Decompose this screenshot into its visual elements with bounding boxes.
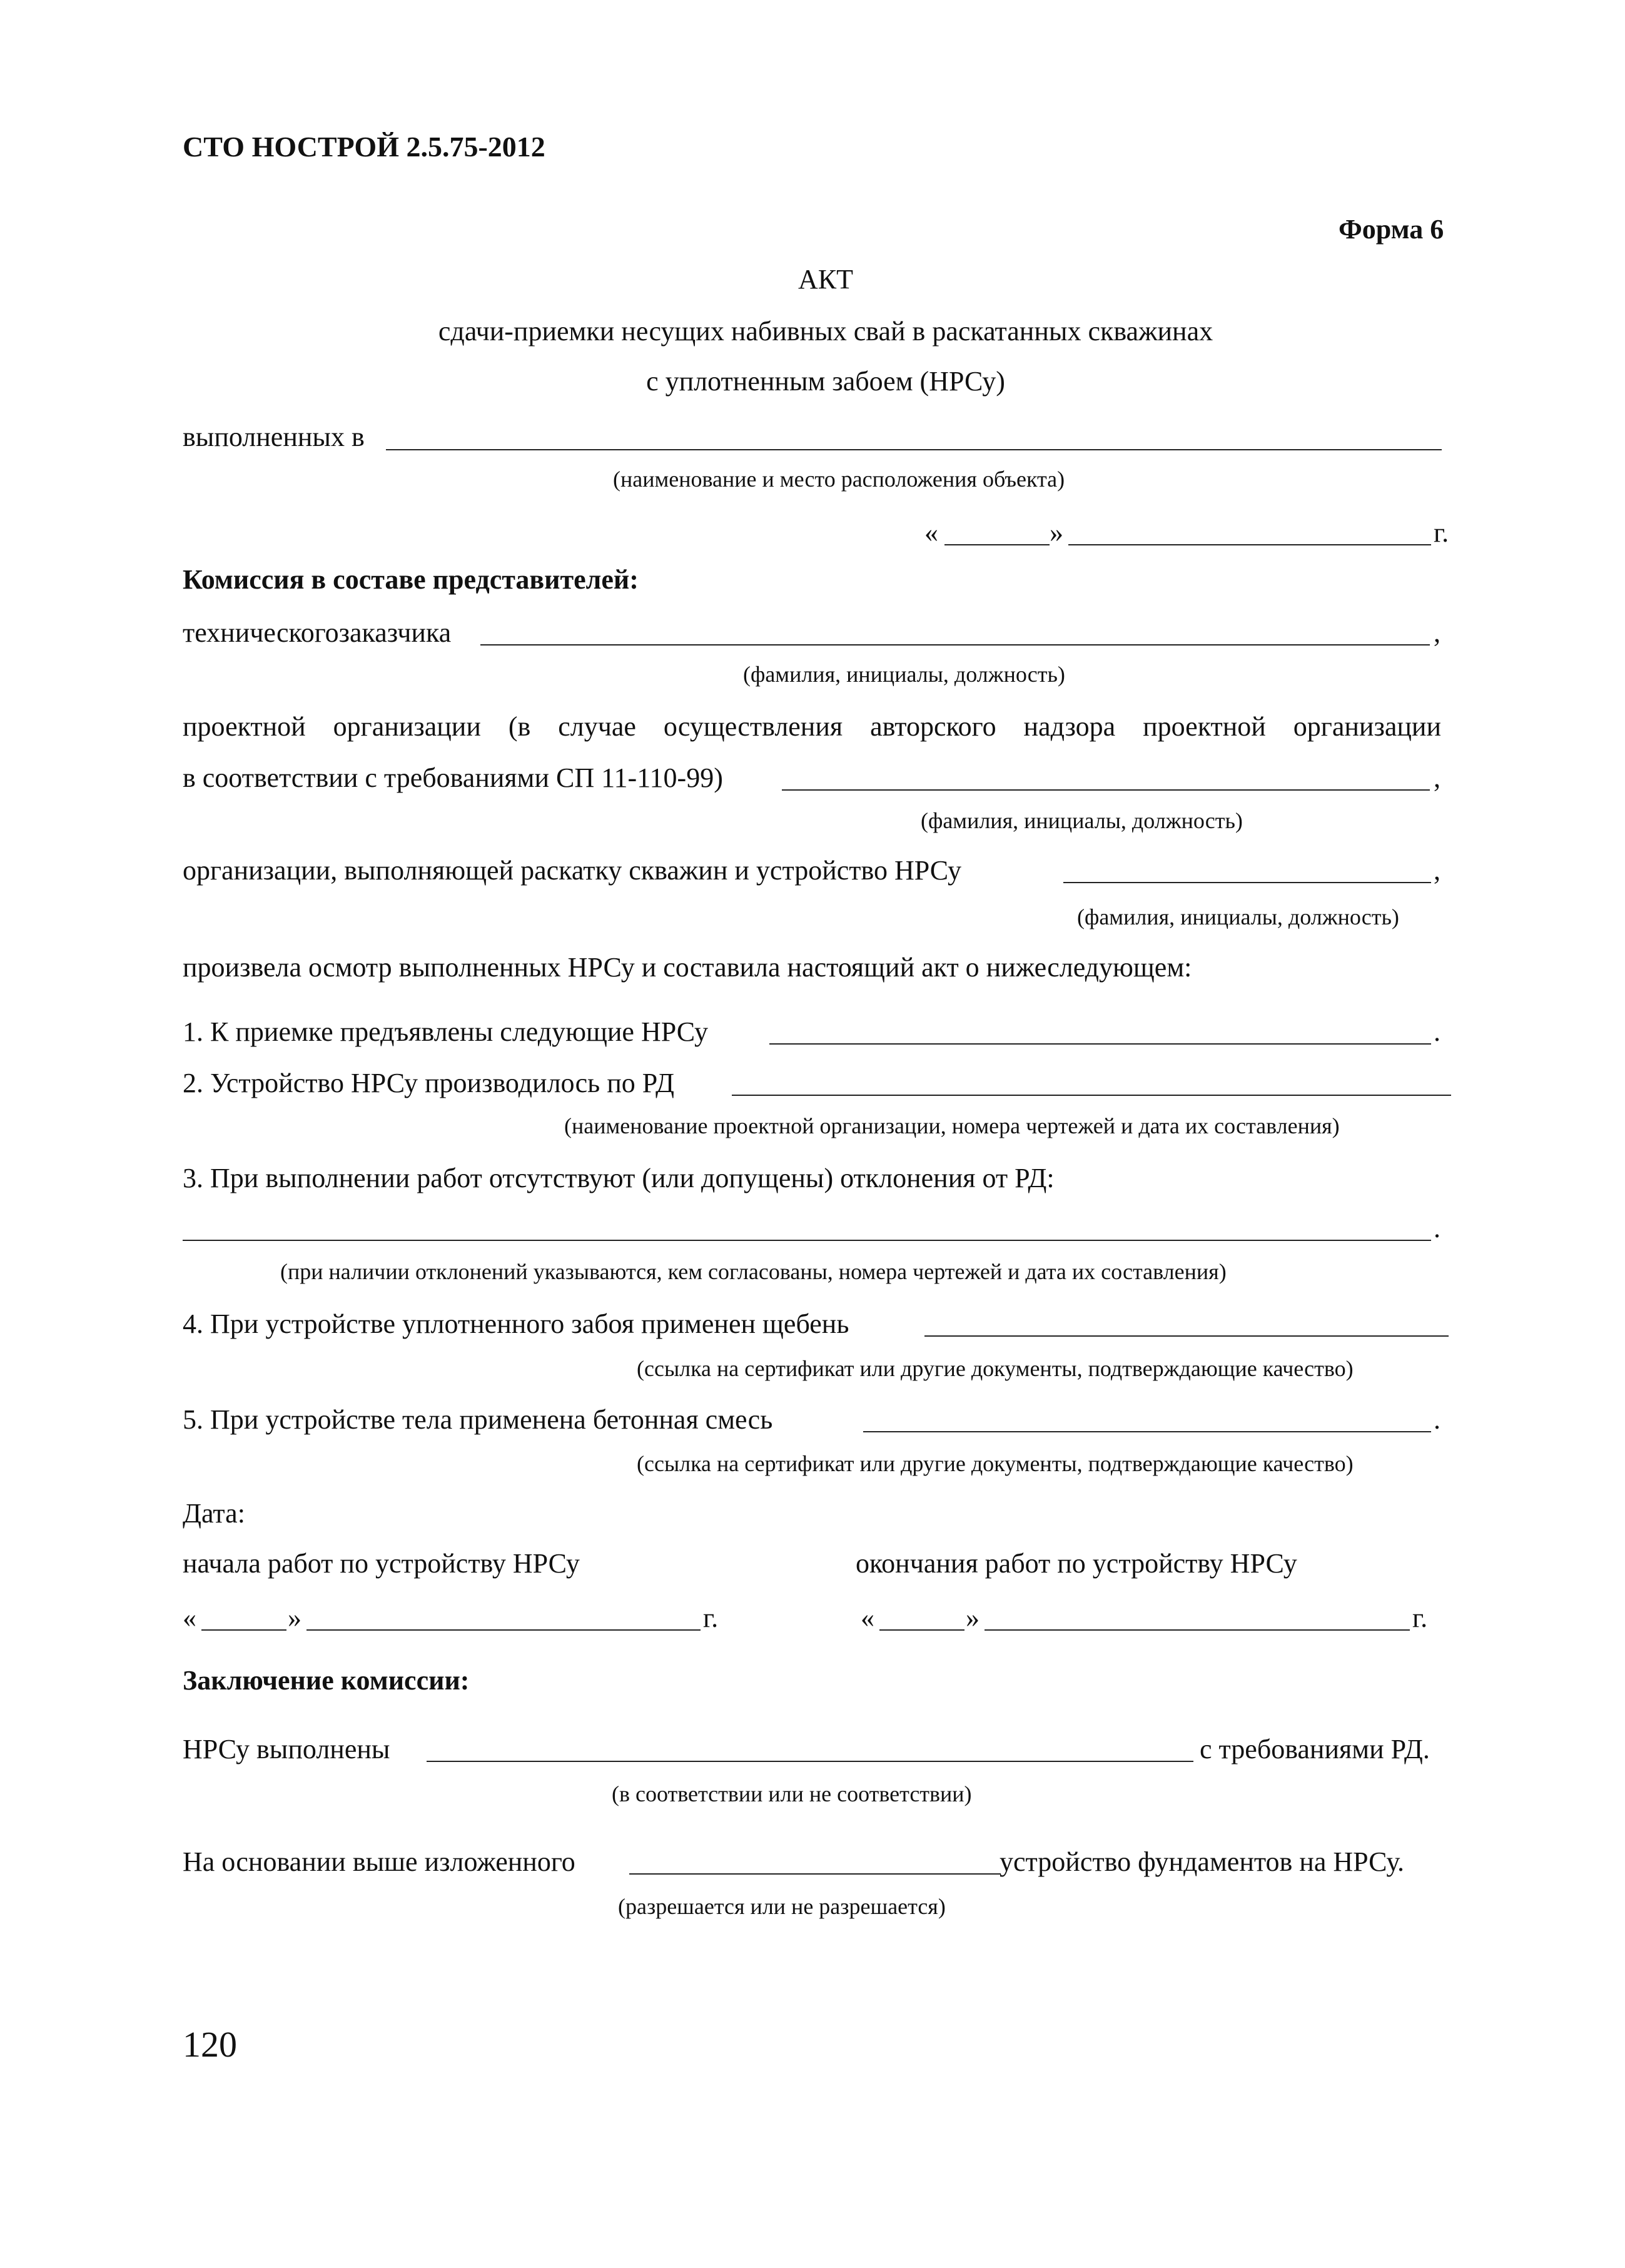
item-5-field[interactable] (863, 1431, 1431, 1432)
tech-customer-comma: , (1434, 617, 1440, 648)
start-date-label: начала работ по устройству НРСу (183, 1548, 580, 1579)
item-2-field[interactable] (732, 1095, 1451, 1096)
start-date-day-field[interactable] (201, 1629, 286, 1631)
item-5-hint: (ссылка на сертификат или другие документы, подтверждающие качество) (637, 1451, 1354, 1476)
date-year-suffix: г. (1434, 517, 1449, 548)
start-date-month-year-field[interactable] (306, 1629, 701, 1631)
item-1-field[interactable] (769, 1043, 1431, 1045)
conclusion-basis-label: На основании выше изложенного (183, 1846, 575, 1877)
conclusion-basis-suffix: устройство фундаментов на НРСу. (1000, 1846, 1405, 1877)
item-1-label: 1. К приемке предъявлены следующие НРСу (183, 1016, 708, 1047)
item-5-label: 5. При устройстве тела применена бетонная смесь (183, 1404, 773, 1435)
item-3-period: . (1434, 1213, 1440, 1243)
tech-customer-hint: (фамилия, инициалы, должность) (743, 662, 1065, 687)
start-date-year-suffix: г. (703, 1602, 719, 1633)
item-4-field[interactable] (924, 1335, 1449, 1337)
conclusion-heading: Заключение комиссии: (183, 1665, 470, 1696)
item-4-label: 4. При устройстве уплотненного забоя применен щебень (183, 1309, 849, 1339)
tech-customer-label: техническогозаказчика (183, 617, 452, 648)
rolling-org-field[interactable] (1063, 882, 1431, 883)
date-close-quote: » (1050, 517, 1063, 548)
item-3-label: 3. При выполнении работ отсутствуют (или допущены) отклонения от РД: (183, 1163, 1055, 1193)
project-org-hint: (фамилия, инициалы, должность) (921, 808, 1243, 833)
form-label: Форма 6 (1339, 214, 1444, 245)
date-month-year-field[interactable] (1068, 544, 1431, 545)
item-5-period: . (1434, 1404, 1440, 1435)
rolling-org-label: организации, выполняющей раскатку скважин и устройство НРСу (183, 855, 962, 886)
item-2-hint: (наименование проектной организации, номера чертежей и дата их составления) (564, 1113, 1340, 1138)
document-code: СТО НОСТРОЙ 2.5.75-2012 (183, 131, 545, 163)
conclusion-done-field[interactable] (427, 1761, 1193, 1762)
project-org-line1: проектной организации (в случае осуществления авторского надзора проектной организации (183, 711, 1441, 742)
dates-label: Дата: (183, 1498, 245, 1529)
date-day-field[interactable] (944, 544, 1050, 545)
page-number: 120 (183, 2024, 237, 2065)
object-field[interactable] (386, 449, 1442, 450)
end-date-day-field[interactable] (879, 1629, 964, 1631)
item-2-label: 2. Устройство НРСу производилось по РД (183, 1068, 674, 1098)
conclusion-done-suffix: с требованиями РД. (1200, 1734, 1430, 1764)
object-hint: (наименование и место расположения объекта) (613, 467, 1065, 492)
conclusion-done-hint: (в соответствии или не соответствии) (612, 1781, 972, 1806)
act-title: АКТ (798, 264, 853, 295)
end-date-year-suffix: г. (1412, 1602, 1428, 1633)
act-subtitle-line2: с уплотненным забоем (НРСу) (646, 366, 1005, 397)
end-date-open-quote: « (861, 1602, 874, 1633)
project-org-field[interactable] (782, 789, 1430, 791)
commission-heading: Комиссия в составе представителей: (183, 564, 639, 595)
start-date-close-quote: » (288, 1602, 301, 1633)
end-date-close-quote: » (966, 1602, 980, 1633)
project-org-line2: в соответствии с требованиями СП 11-110-99) (183, 762, 723, 793)
rolling-org-hint: (фамилия, инициалы, должность) (1077, 904, 1399, 929)
conclusion-basis-field[interactable] (629, 1873, 1001, 1875)
conclusion-basis-hint: (разрешается или не разрешается) (618, 1894, 946, 1919)
item-4-hint: (ссылка на сертификат или другие документы, подтверждающие качество) (637, 1356, 1354, 1381)
end-date-month-year-field[interactable] (985, 1629, 1410, 1631)
object-label: выполненных в (183, 422, 365, 452)
item-3-hint: (при наличии отклонений указываются, кем согласованы, номера чертежей и дата их составления) (280, 1259, 1227, 1284)
item-1-period: . (1434, 1016, 1440, 1047)
item-3-field[interactable] (183, 1240, 1431, 1241)
project-org-comma: , (1434, 762, 1440, 793)
inspection-text: произвела осмотр выполненных НРСу и составила настоящий акт о нижеследующем: (183, 952, 1192, 983)
act-subtitle-line1: сдачи-приемки несущих набивных свай в раскатанных скважинах (438, 316, 1213, 347)
date-open-quote: « (924, 517, 938, 548)
rolling-org-comma: , (1434, 855, 1440, 886)
tech-customer-field[interactable] (480, 644, 1430, 645)
start-date-open-quote: « (183, 1602, 196, 1633)
conclusion-done-label: НРСу выполнены (183, 1734, 390, 1764)
end-date-label: окончания работ по устройству НРСу (856, 1548, 1297, 1579)
